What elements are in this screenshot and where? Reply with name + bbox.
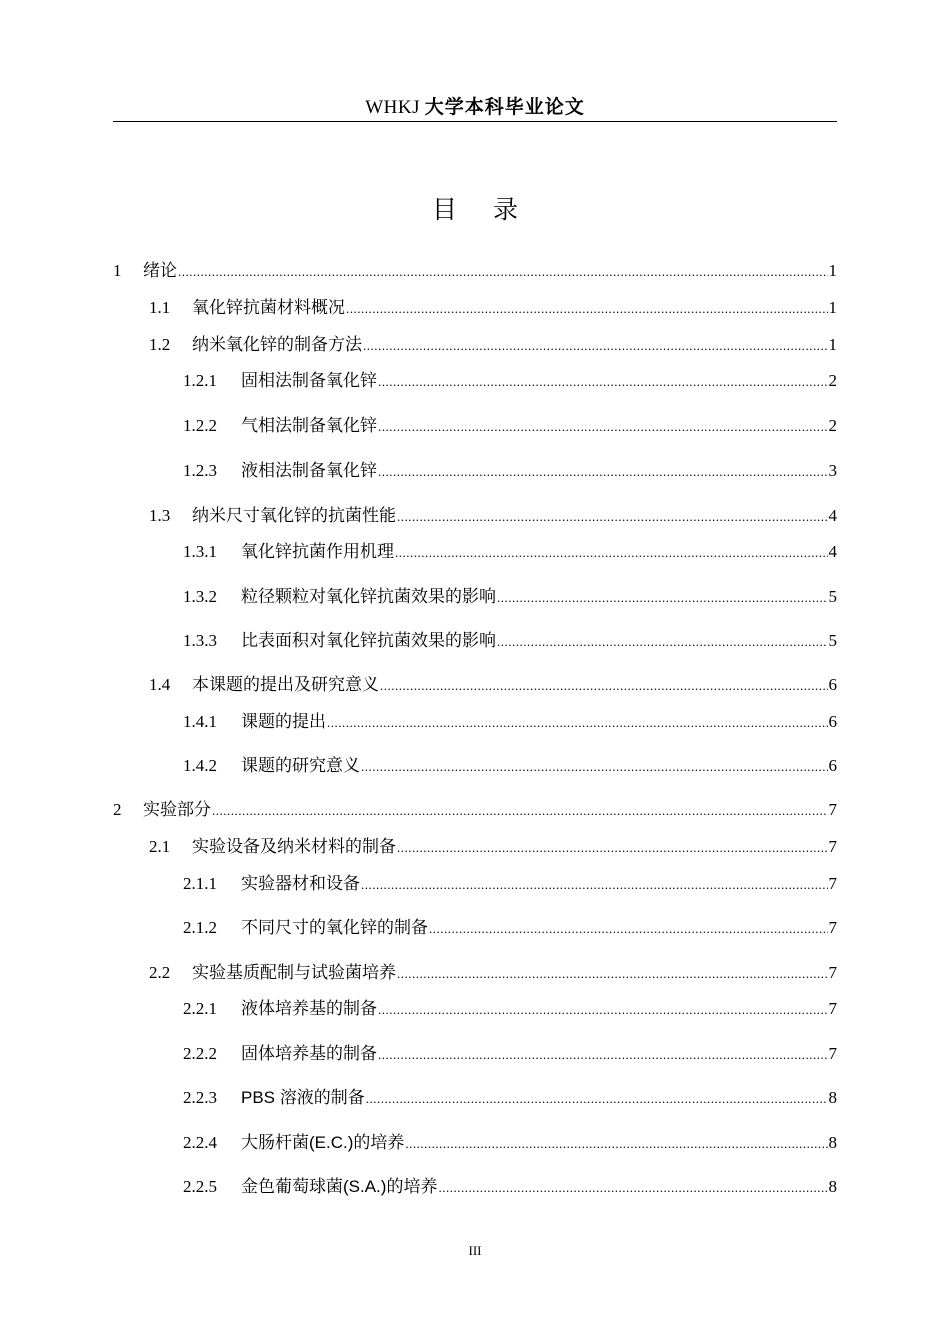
toc-entry-label: 实验设备及纳米材料的制备 [192,837,396,856]
toc-entry[interactable] [183,540,837,564]
toc-entry-page: 6 [828,756,837,775]
toc-entry[interactable] [183,1042,837,1066]
toc-entry-label: 课题的提出 [241,712,326,731]
toc-entry[interactable] [149,961,837,985]
header-rule [113,121,837,122]
toc-entry-label: 粒径颗粒对氧化锌抗菌效果的影响 [241,587,496,606]
toc-entry-number: 2.2.1 [183,999,217,1018]
toc-entry-number: 1.3.1 [183,542,217,561]
toc-dot-leader [397,962,828,986]
toc-entry-number: 2.2.2 [183,1044,217,1063]
toc-entry-label: 氧化锌抗菌作用机理 [241,542,394,561]
toc-entry-label: 绪论 [143,261,177,280]
toc-entry-label: 本课题的提出及研究意义 [192,675,379,694]
toc-entry-label: 液体培养基的制备 [241,999,377,1018]
toc-entry-number: 1.4.2 [183,756,217,775]
toc-dot-leader [212,799,828,823]
toc-entry[interactable] [183,459,837,483]
toc-entry[interactable] [149,835,837,859]
toc-dot-leader [395,541,828,565]
toc-dot-leader [497,630,828,654]
toc-entry[interactable] [113,798,837,822]
toc-dot-leader [438,1176,827,1200]
toc-entry-page: 6 [828,712,837,731]
header-thesis-title: 大学本科毕业论文 [424,96,585,118]
toc-entry-label: 课题的研究意义 [241,756,360,775]
toc-entry[interactable] [183,1175,837,1199]
toc-dot-leader [397,836,828,860]
toc-entry-number: 1 [113,261,122,280]
toc-entry-label: 氧化锌抗菌材料概况 [192,298,345,317]
toc-entry-label: 气相法制备氧化锌 [241,416,377,435]
toc-dot-leader [429,917,828,941]
toc-entry-number: 1.3.3 [183,631,217,650]
toc-entry[interactable] [183,1131,837,1155]
toc-dot-leader [327,711,828,735]
toc-entry-number: 2.2.4 [183,1133,217,1152]
toc-entry[interactable] [149,673,837,697]
toc-dot-leader [178,260,828,284]
toc-entry-label: 液相法制备氧化锌 [241,461,377,480]
toc-entry-label: 实验基质配制与试验菌培养 [192,963,396,982]
toc-dot-leader [497,586,828,610]
page-header [113,94,837,120]
toc-dot-leader [380,674,828,698]
toc-entry-label: 纳米尺寸氧化锌的抗菌性能 [192,506,396,525]
toc-entry-number: 2.2 [149,963,171,982]
toc-entry[interactable] [183,710,837,734]
toc-entry[interactable] [149,504,837,528]
toc-entry-label: 实验器材和设备 [241,874,360,893]
toc-dot-leader [363,334,828,358]
toc-entry[interactable] [183,997,837,1021]
toc-entry-number: 1.2.2 [183,416,217,435]
toc-entry[interactable] [183,369,837,393]
toc-entry-page: 2 [828,416,837,435]
toc-entry-number: 1.2.1 [183,371,217,390]
toc-entry[interactable] [183,629,837,653]
toc-entry-page: 7 [828,963,837,982]
toc-dot-leader [378,998,828,1022]
toc-entry-label: 固相法制备氧化锌 [241,371,377,390]
toc-entry-label: 纳米氧化锌的制备方法 [192,335,362,354]
toc-entry-page: 4 [828,506,837,525]
toc-dot-leader [378,460,828,484]
toc-entry-page: 7 [828,800,837,819]
toc-entry-label: 实验部分 [143,800,211,819]
toc-entry-page: 7 [828,837,837,856]
toc-entry-label: 固体培养基的制备 [241,1044,377,1063]
toc-entry-number: 1.1 [149,298,171,317]
toc-entry-label: 大肠杆菌(E.C.)的培养 [241,1133,405,1152]
toc-entry-number: 1.3 [149,506,171,525]
toc-dot-leader [361,755,828,779]
toc-entry-number: 1.2 [149,335,171,354]
header-school-code: WHKJ [365,97,420,118]
toc-dot-leader [346,297,828,321]
toc-entry-label: PBS 溶液的制备 [241,1088,365,1107]
toc-entry-page: 8 [828,1133,837,1152]
toc-entry-number: 1.4.1 [183,712,217,731]
toc-dot-leader [378,370,828,394]
toc-dot-leader [397,505,828,529]
toc-entry-page: 8 [828,1177,837,1196]
toc-entry-number: 2.1.1 [183,874,217,893]
toc-entry-label: 不同尺寸的氧化锌的制备 [241,918,428,937]
toc-entry-number: 2.1.2 [183,918,217,937]
toc-entry-number: 2.2.3 [183,1088,217,1107]
toc-dot-leader [361,873,828,897]
toc-entry[interactable] [183,585,837,609]
toc-entry-page: 7 [828,918,837,937]
toc-entry[interactable] [183,754,837,778]
toc-entry-number: 1.2.3 [183,461,217,480]
toc-entry[interactable] [149,296,837,320]
toc-entry-page: 7 [828,1044,837,1063]
toc-entry-page: 1 [828,335,837,354]
toc-entry-page: 8 [828,1088,837,1107]
toc-entry-number: 2.2.5 [183,1177,217,1196]
toc-title: 目 录 [432,195,532,224]
toc-entry-number: 1.3.2 [183,587,217,606]
toc-entry-page: 3 [828,461,837,480]
page-number: III [468,1243,482,1258]
toc-entry-label: 比表面积对氧化锌抗菌效果的影响 [241,631,496,650]
toc-entry[interactable] [183,1086,837,1110]
toc-entry-number: 2.1 [149,837,171,856]
toc-entry-page: 6 [828,675,837,694]
toc-entry-number: 1.4 [149,675,171,694]
toc-entry[interactable] [183,872,837,896]
toc-entry-page: 7 [828,874,837,893]
toc-entry-page: 7 [828,999,837,1018]
toc-entry-page: 1 [828,298,837,317]
toc-dot-leader [378,415,828,439]
toc-entry-page: 4 [828,542,837,561]
toc-dot-leader [366,1087,828,1111]
toc-entry-page: 5 [828,587,837,606]
toc-entry[interactable] [183,414,837,438]
toc-entry[interactable] [113,259,837,283]
toc-entry-page: 5 [828,631,837,650]
toc-entry-page: 1 [828,261,837,280]
toc-entry[interactable] [183,916,837,940]
toc-entry-label: 金色葡萄球菌(S.A.)的培养 [241,1177,438,1196]
toc-dot-leader [405,1132,827,1156]
toc-dot-leader [378,1043,828,1067]
toc-entry-page: 2 [828,371,837,390]
toc-entry[interactable] [149,333,837,357]
toc-entry-number: 2 [113,800,122,819]
